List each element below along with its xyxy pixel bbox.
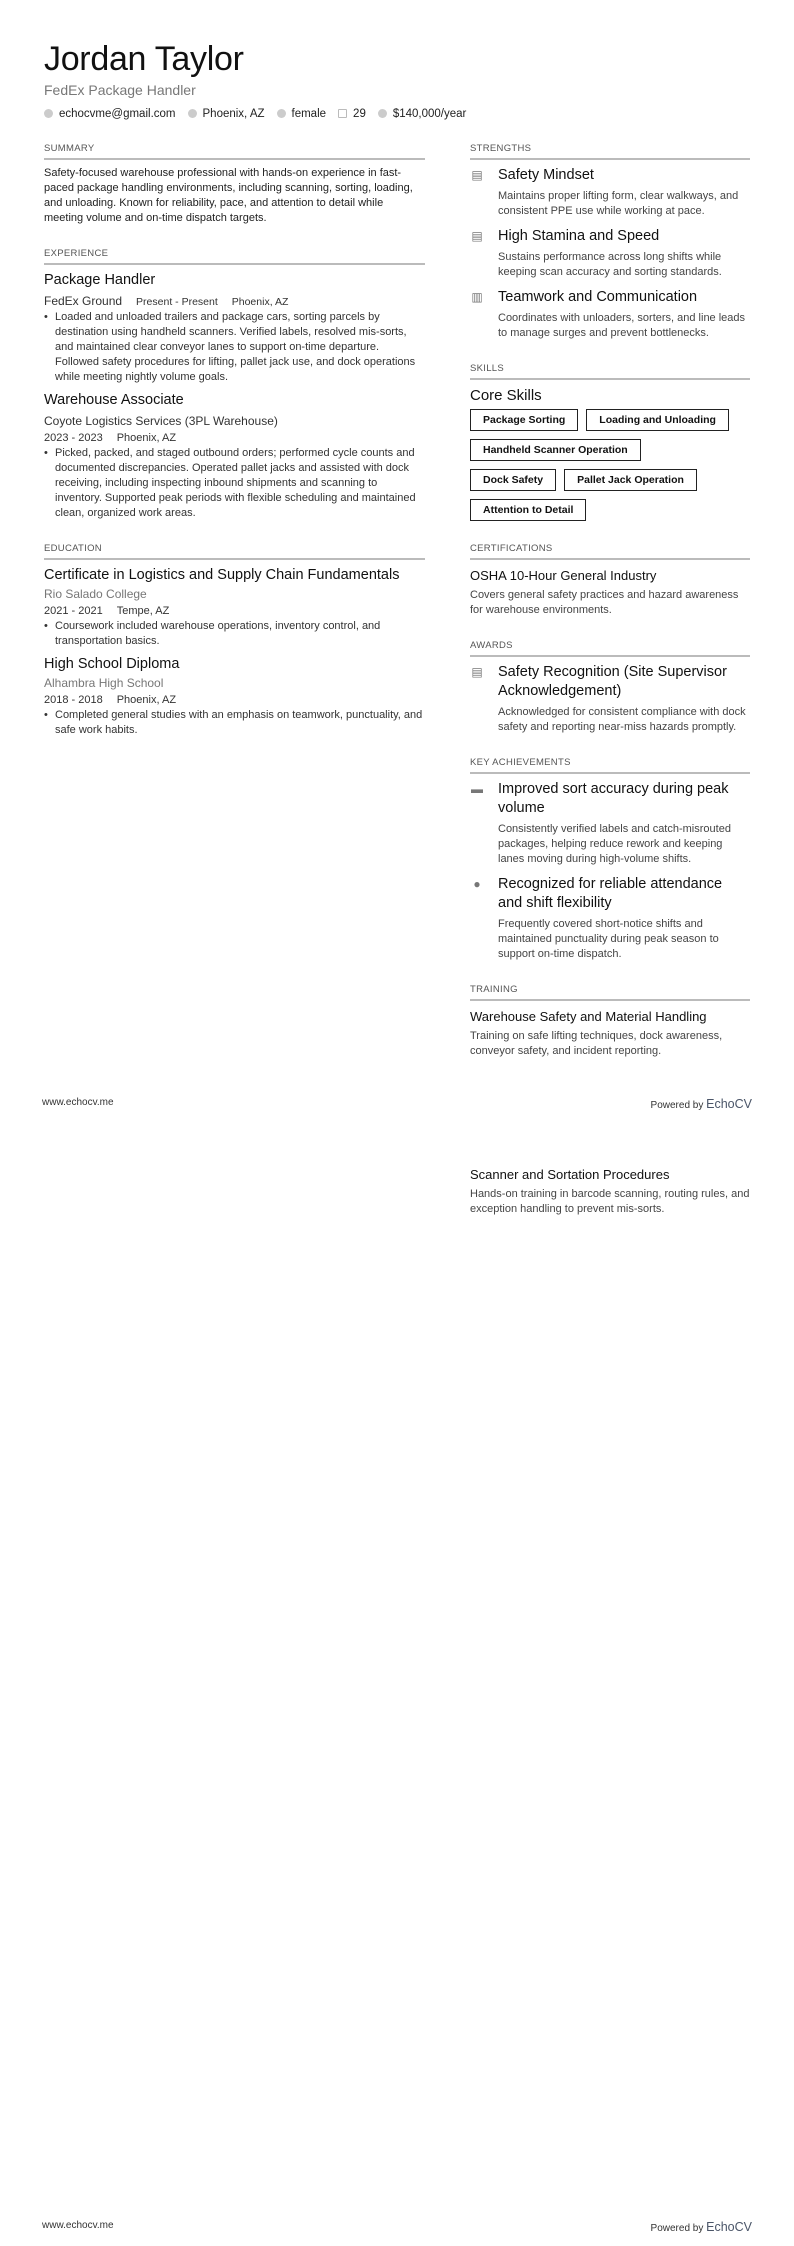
resume-page-2 [0, 1123, 794, 2246]
dates: 2018 - 2018 [44, 694, 103, 706]
candidate-title: FedEx Package Handler [44, 82, 196, 98]
bullet: • Loaded and unloaded trailers and package cars, sorting parcels by destination using handheld scanners. Verified labels, resolved mis-sorts, and maintained clear conveyor lanes to support on-time departure. Followed safety procedures for lifting, pallet jack use, and dock operations while meeting nightly volume goals. [44, 310, 425, 385]
bullet: • Picked, packed, and staged outbound orders; performed cycle counts and documented discrepancies. Operated pallet jacks and assisted with dock receiving, including inspecting inbound shipments and scanning to inventory. Supported peak periods with flexible scheduling and maintained clean, organized work areas. [44, 446, 425, 521]
certification-title: OSHA 10-Hour General Industry [470, 568, 657, 583]
brand-logo: EchoCV [706, 2220, 752, 2234]
dates: Present - Present [136, 296, 218, 308]
education-item [44, 566, 425, 649]
section-heading: KEY ACHIEVEMENTS [470, 757, 750, 774]
strength-title: Teamwork and Communication [498, 289, 698, 305]
person-icon [277, 109, 286, 118]
skill-tag: Pallet Jack Operation [564, 469, 697, 491]
experience-item [44, 391, 425, 521]
location: Phoenix, AZ [116, 432, 177, 444]
skill-tag: Handheld Scanner Operation [470, 439, 641, 461]
company: FedEx Ground [44, 294, 123, 308]
certification-text: Covers general safety practices and hazard awareness for warehouse environments. [470, 589, 739, 616]
section-heading: SKILLS [470, 363, 750, 380]
training-title: Scanner and Sortation Procedures [470, 1167, 670, 1182]
contact-location: Phoenix, AZ [188, 108, 265, 120]
training-text: Hands-on training in barcode scanning, routing rules, and exception handling to prevent mis-sorts. [470, 1188, 750, 1215]
strength-title: High Stamina and Speed [498, 228, 660, 244]
experience-section [44, 248, 425, 521]
page-footer [42, 1097, 752, 1111]
certifications-section [470, 543, 750, 618]
candidate-name: Jordan Taylor [44, 40, 244, 78]
contact-age: 29 [338, 108, 366, 120]
contact-email: echocvme@gmail.com [44, 108, 176, 120]
section-heading: EXPERIENCE [44, 248, 425, 265]
battery-icon: ▬ [471, 782, 483, 796]
achievement-title: Improved sort accuracy during peak volume [498, 781, 729, 816]
section-heading: CERTIFICATIONS [470, 543, 750, 560]
training-continued [470, 1165, 750, 1217]
document-euro-icon: ▤ [471, 229, 483, 243]
dates: 2021 - 2021 [44, 605, 103, 617]
strength-item [470, 166, 750, 219]
achievement-text: Frequently covered short-notice shifts and maintained punctuality during peak season to support on-time dispatch. [498, 918, 719, 960]
strength-item [470, 288, 750, 341]
calendar-icon [338, 109, 347, 118]
location: Tempe, AZ [116, 605, 170, 617]
achievements-section [470, 757, 750, 962]
strengths-section [470, 143, 750, 341]
education-section [44, 543, 425, 738]
powered-by: Powered by [650, 1100, 704, 1111]
building-icon: ▥ [471, 290, 483, 304]
location: Phoenix, AZ [231, 296, 289, 308]
footer-url[interactable]: www.echocv.me [42, 2220, 114, 2231]
bullet: • Coursework included warehouse operations, inventory control, and transportation basics. [44, 619, 425, 649]
award-text: Acknowledged for consistent compliance with dock safety and reporting near-miss hazards promptly. [498, 706, 746, 733]
skills-section [470, 363, 750, 521]
section-heading: STRENGTHS [470, 143, 750, 160]
document-icon: ▤ [471, 665, 483, 679]
training-title: Warehouse Safety and Material Handling [470, 1009, 707, 1024]
award-item [470, 663, 750, 735]
section-heading: TRAINING [470, 984, 750, 1001]
school: Rio Salado College [44, 587, 147, 601]
achievement-title: Recognized for reliable attendance and shift flexibility [498, 876, 723, 911]
experience-item [44, 271, 425, 385]
skill-group-title: Core Skills [470, 387, 542, 404]
left-column [44, 143, 425, 760]
location: Phoenix, AZ [116, 694, 177, 706]
powered-by: Powered by [650, 2223, 704, 2234]
job-title: Warehouse Associate [44, 392, 184, 408]
achievement-item [470, 875, 750, 962]
page-footer [42, 2220, 752, 2234]
achievement-text: Consistently verified labels and catch-misrouted packages, helping reduce rework and keeping lanes moving during high-volume shifts. [498, 823, 731, 865]
money-icon [378, 109, 387, 118]
strength-item [470, 227, 750, 280]
euro-coin-icon: ● [473, 877, 481, 891]
footer-url[interactable]: www.echocv.me [42, 1097, 114, 1108]
degree: High School Diploma [44, 656, 180, 672]
awards-section [470, 640, 750, 735]
summary-section [44, 143, 425, 226]
skill-tag: Dock Safety [470, 469, 556, 491]
award-title: Safety Recognition (Site Supervisor Acknowledgement) [498, 664, 727, 699]
strength-text: Coordinates with unloaders, sorters, and line leads to manage surges and prevent bottlenecks. [498, 312, 746, 339]
location-pin-icon [188, 109, 197, 118]
skill-tag: Attention to Detail [470, 499, 586, 521]
job-title: Package Handler [44, 272, 156, 288]
school: Alhambra High School [44, 676, 164, 690]
strength-text: Sustains performance across long shifts while keeping scan accuracy and sorting standards. [498, 251, 722, 278]
summary-text: Safety-focused warehouse professional with hands-on experience in fast-paced package handling environments, including scanning, sorting, loading, and unloading. Known for reliability, pace, and attention to detail while meeting volume and on-time dispatch targets. [44, 167, 413, 224]
bullet: • Completed general studies with an emphasis on teamwork, punctuality, and safe work habits. [44, 708, 425, 738]
contact-gender: female [277, 108, 327, 120]
degree: Certificate in Logistics and Supply Chain Fundamentals [44, 567, 400, 583]
section-heading: SUMMARY [44, 143, 425, 160]
skill-tags [470, 409, 750, 521]
section-heading: EDUCATION [44, 543, 425, 560]
training-text: Training on safe lifting techniques, dock awareness, conveyor safety, and incident reporting. [470, 1030, 723, 1057]
section-heading: AWARDS [470, 640, 750, 657]
education-item [44, 655, 425, 738]
at-icon [44, 109, 53, 118]
achievement-item [470, 780, 750, 867]
skill-tag: Package Sorting [470, 409, 578, 431]
skill-tag: Loading and Unloading [586, 409, 729, 431]
dates: 2023 - 2023 [44, 432, 103, 444]
company: Coyote Logistics Services (3PL Warehouse) [44, 414, 278, 428]
document-icon: ▤ [471, 168, 483, 182]
contact-info [44, 108, 466, 120]
strength-text: Maintains proper lifting form, clear walkways, and consistent PPE use while working at pace. [498, 190, 739, 217]
training-section [470, 984, 750, 1059]
right-column [470, 143, 750, 1081]
strength-title: Safety Mindset [498, 167, 594, 183]
contact-salary: $140,000/year [378, 108, 467, 120]
brand-logo: EchoCV [706, 1097, 752, 1111]
